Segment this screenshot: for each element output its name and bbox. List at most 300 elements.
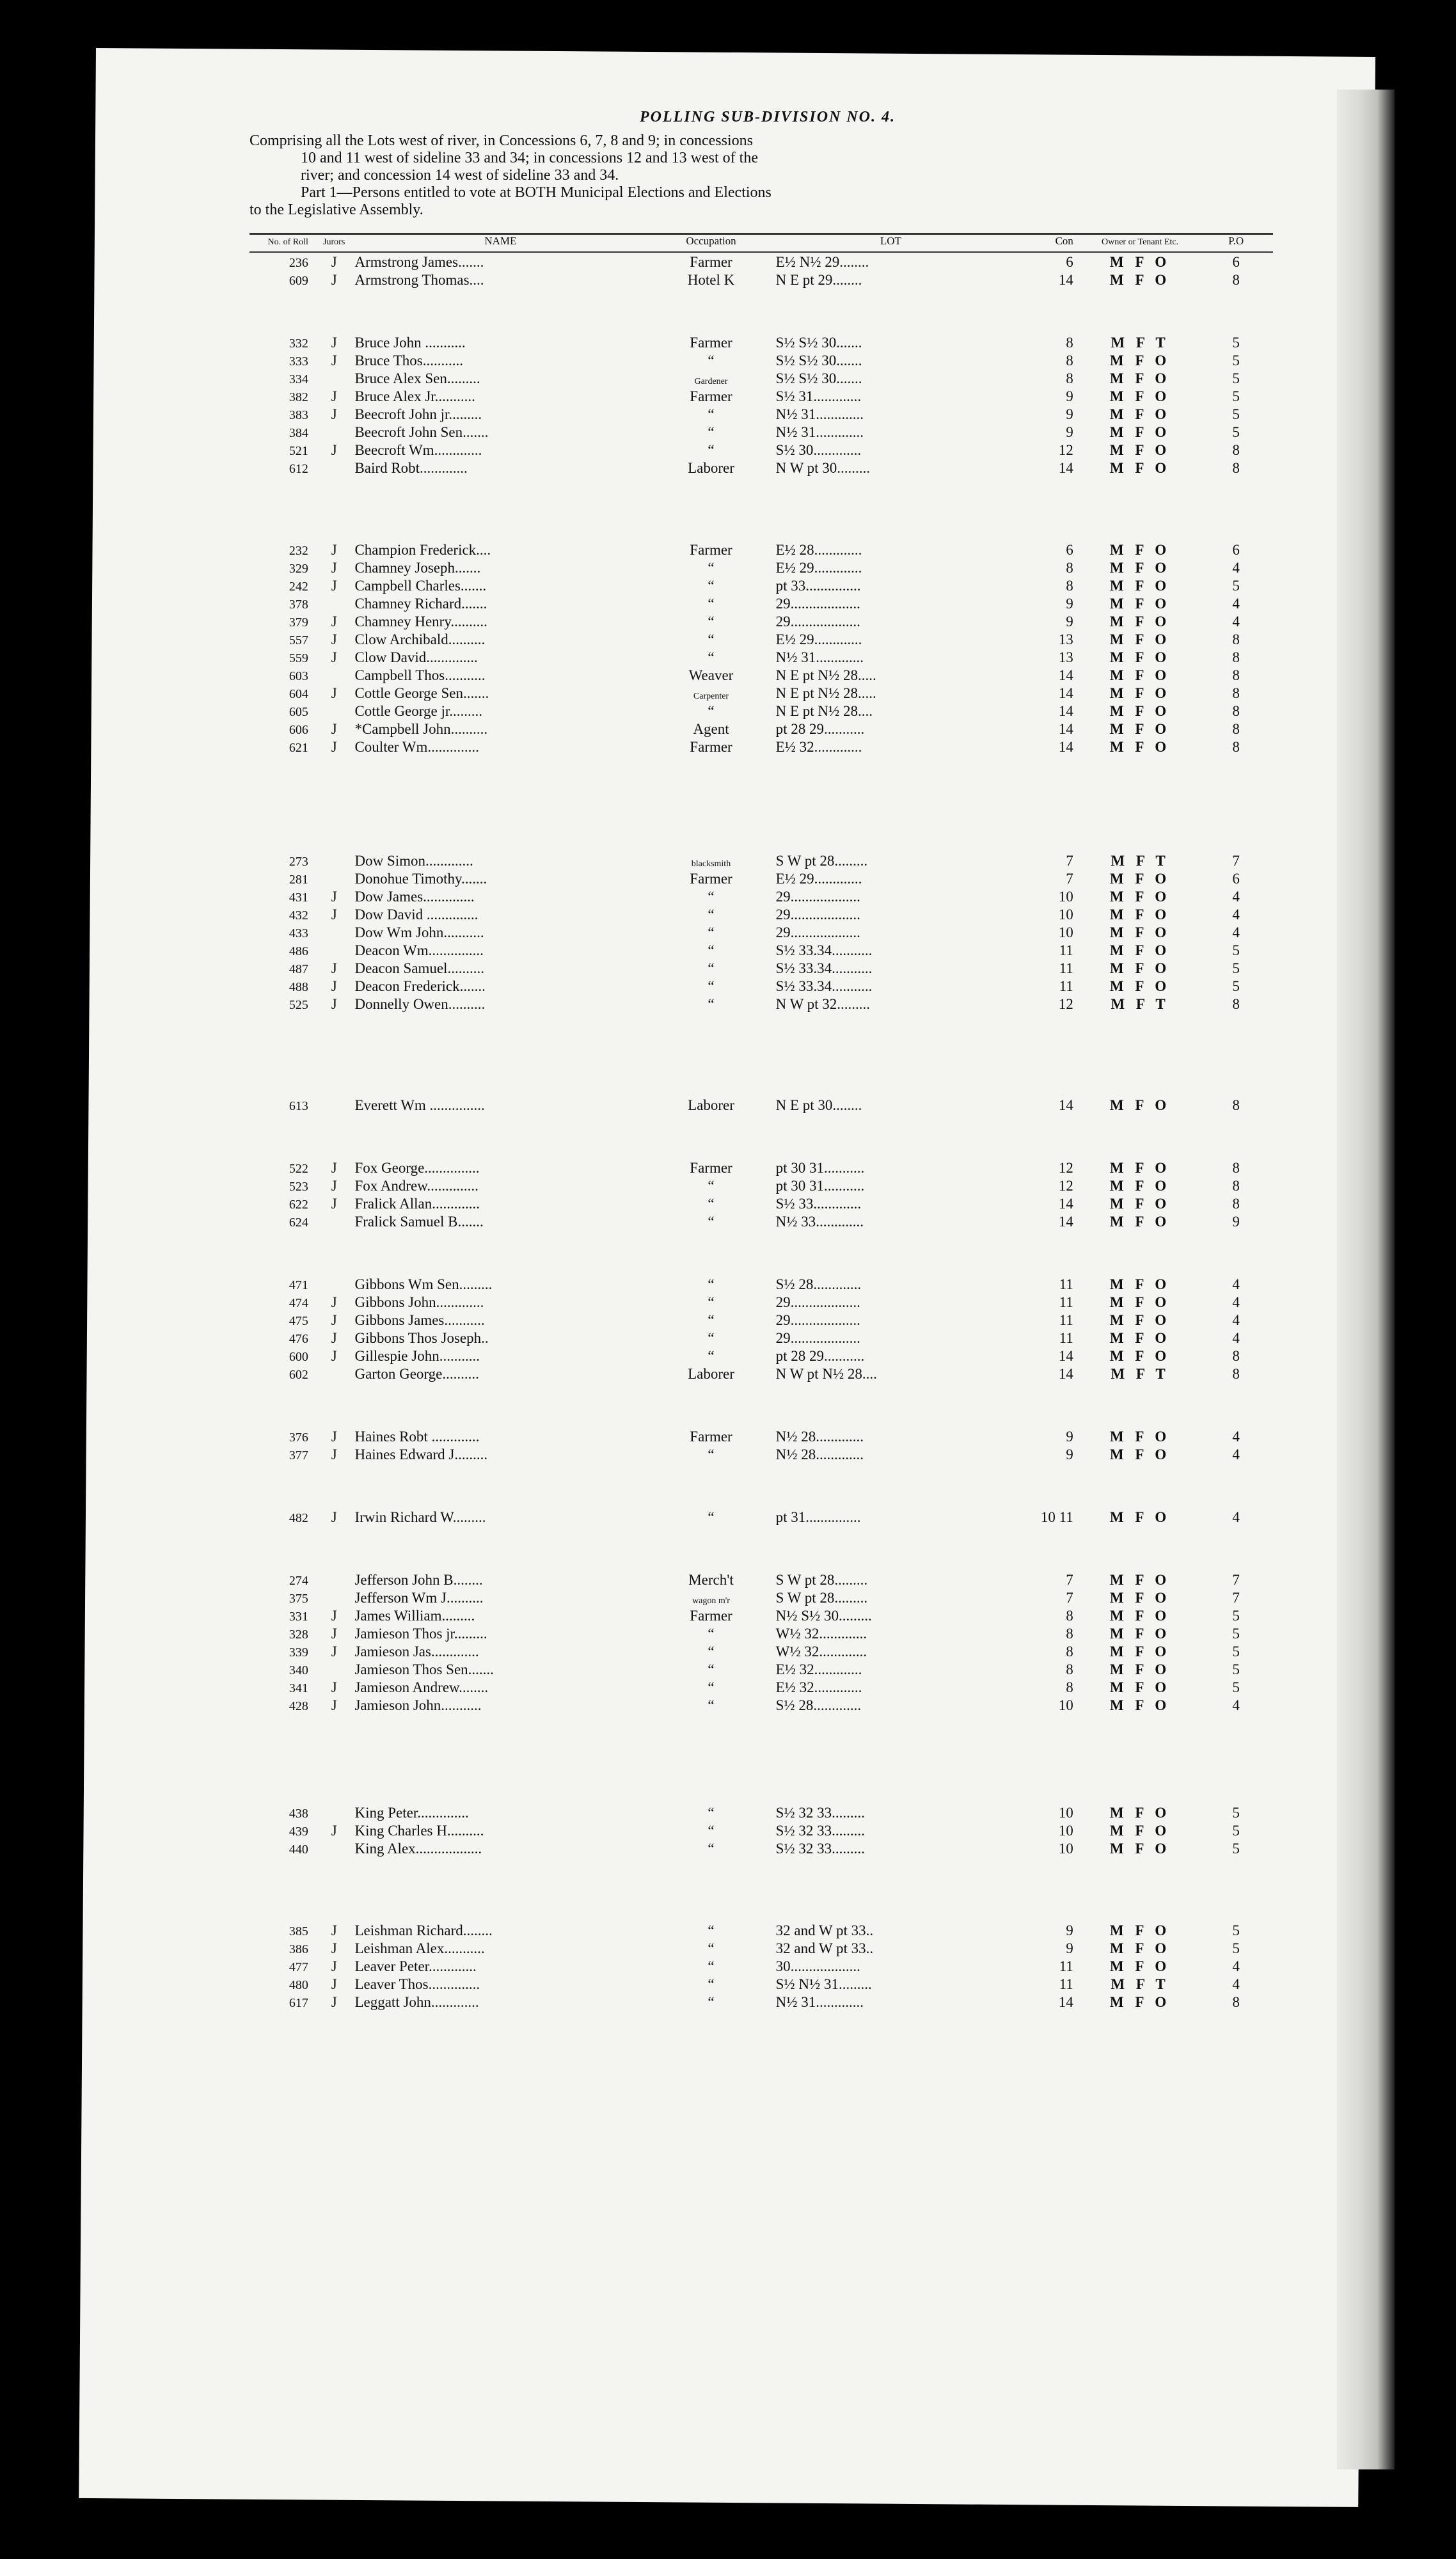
roll-number: 236 bbox=[289, 256, 308, 270]
occupation: “ bbox=[708, 1348, 715, 1364]
concession: 11 bbox=[1059, 978, 1073, 994]
column-lot-header: LOT bbox=[775, 234, 1008, 253]
juror-mark: J bbox=[331, 1178, 337, 1194]
table-row bbox=[249, 333, 1273, 351]
owner-status: M F O bbox=[1109, 739, 1171, 755]
occupation: “ bbox=[708, 1994, 715, 2010]
intro-line: 10 and 11 west of sideline 33 and 34; in concessions 12 and 13 west of the bbox=[301, 150, 758, 166]
owner-status: M F O bbox=[1109, 424, 1171, 440]
juror-mark: J bbox=[331, 649, 337, 665]
occupation: “ bbox=[708, 1276, 715, 1292]
concession: 10 bbox=[1058, 1823, 1073, 1839]
owner-status: M F O bbox=[1109, 960, 1171, 976]
group-spacer bbox=[249, 1230, 1273, 1275]
occupation: “ bbox=[708, 442, 715, 458]
roll-number: 383 bbox=[289, 408, 308, 422]
owner-status: M F T bbox=[1111, 335, 1169, 351]
concession: 9 bbox=[1066, 1940, 1073, 1956]
concession: 6 bbox=[1066, 254, 1073, 270]
concession: 13 bbox=[1058, 649, 1073, 665]
concession: 7 bbox=[1066, 871, 1073, 887]
voter-name: Gibbons Wm Sen......... bbox=[354, 1276, 493, 1292]
concession: 8 bbox=[1066, 1679, 1073, 1695]
occupation: Weaver bbox=[688, 667, 734, 683]
juror-mark: J bbox=[331, 1294, 337, 1310]
owner-status: M F O bbox=[1109, 721, 1171, 737]
owner-status: M F O bbox=[1109, 1994, 1171, 2010]
table-row bbox=[249, 1365, 1273, 1382]
post-office: 8 bbox=[1232, 1196, 1240, 1212]
occupation: “ bbox=[708, 596, 715, 612]
owner-status: M F O bbox=[1109, 1823, 1171, 1839]
table-row bbox=[249, 959, 1273, 977]
table-row bbox=[249, 1696, 1273, 1714]
voter-name: Garton George.......... bbox=[354, 1366, 479, 1382]
occupation: “ bbox=[708, 1976, 715, 1992]
occupation: “ bbox=[708, 907, 715, 923]
voter-name: King Alex.................. bbox=[354, 1841, 482, 1857]
lot: N W pt N½ 28.... bbox=[775, 1366, 877, 1382]
occupation: “ bbox=[708, 1330, 715, 1346]
owner-status: M F O bbox=[1109, 907, 1171, 923]
post-office: 4 bbox=[1232, 560, 1240, 576]
roll-number: 612 bbox=[289, 462, 308, 476]
concession: 12 bbox=[1058, 996, 1073, 1012]
occupation: “ bbox=[708, 889, 715, 905]
juror-mark: J bbox=[331, 907, 337, 923]
occupation: “ bbox=[708, 1644, 715, 1660]
post-office: 8 bbox=[1232, 631, 1240, 647]
lot: pt 30 31........... bbox=[775, 1160, 865, 1176]
voter-name: Jefferson Wm J.......... bbox=[354, 1590, 484, 1606]
group-spacer bbox=[249, 1857, 1273, 1921]
juror-mark: J bbox=[331, 960, 337, 976]
table-row bbox=[249, 1445, 1273, 1463]
juror-mark bbox=[315, 869, 354, 887]
occupation: “ bbox=[708, 1294, 715, 1310]
table-row bbox=[249, 1606, 1273, 1624]
voter-name: Clow David.............. bbox=[354, 649, 478, 665]
juror-mark: J bbox=[331, 631, 337, 647]
table-row bbox=[249, 1293, 1273, 1311]
post-office: 8 bbox=[1232, 460, 1240, 476]
roll-number: 613 bbox=[289, 1099, 308, 1113]
owner-status: M F O bbox=[1109, 1214, 1171, 1230]
roll-number: 340 bbox=[289, 1663, 308, 1677]
owner-status: M F O bbox=[1109, 924, 1171, 940]
table-row bbox=[249, 559, 1273, 576]
table-row bbox=[249, 387, 1273, 405]
voter-name: Armstrong James....... bbox=[354, 254, 484, 270]
voter-name: Jamieson Jas............. bbox=[354, 1644, 479, 1660]
voter-name: Bruce John ........... bbox=[354, 335, 466, 351]
table-row bbox=[249, 1993, 1273, 2011]
juror-mark: J bbox=[331, 1644, 337, 1660]
table-row bbox=[249, 648, 1273, 666]
occupation: “ bbox=[708, 1697, 715, 1713]
lot: W½ 32............. bbox=[775, 1626, 867, 1642]
concession: 9 bbox=[1066, 424, 1073, 440]
owner-status: M F O bbox=[1109, 560, 1171, 576]
table-row bbox=[249, 252, 1273, 271]
juror-mark: J bbox=[331, 1196, 337, 1212]
juror-mark: J bbox=[331, 1160, 337, 1176]
post-office: 5 bbox=[1232, 1661, 1240, 1677]
concession: 7 bbox=[1066, 1590, 1073, 1606]
lot: E½ 32............. bbox=[775, 1679, 862, 1695]
lot: 29................... bbox=[775, 1312, 860, 1328]
roll-number: 386 bbox=[289, 1942, 308, 1956]
roll-number: 329 bbox=[289, 562, 308, 576]
roll-number: 522 bbox=[289, 1162, 308, 1176]
table-row bbox=[249, 541, 1273, 559]
roll-number: 334 bbox=[289, 372, 308, 386]
concession: 14 bbox=[1058, 1366, 1073, 1382]
owner-status: M F O bbox=[1109, 1805, 1171, 1821]
lot: 29................... bbox=[775, 1330, 860, 1346]
group-spacer bbox=[249, 1714, 1273, 1803]
post-office: 4 bbox=[1232, 1276, 1240, 1292]
concession: 14 bbox=[1058, 739, 1073, 755]
page-edge bbox=[1337, 90, 1395, 2469]
voter-name: Beecroft John jr......... bbox=[354, 406, 482, 422]
table-row bbox=[249, 612, 1273, 630]
voter-name: Cottle George jr......... bbox=[354, 703, 482, 719]
lot: N E pt N½ 28.... bbox=[775, 703, 873, 719]
concession: 8 bbox=[1066, 1644, 1073, 1660]
voter-name: Fralick Samuel B....... bbox=[354, 1214, 484, 1230]
concession: 11 bbox=[1059, 960, 1073, 976]
voter-name: Deacon Frederick....... bbox=[354, 978, 486, 994]
column-name-header: NAME bbox=[353, 234, 647, 253]
juror-mark: J bbox=[331, 442, 337, 458]
concession: 9 bbox=[1066, 1446, 1073, 1462]
lot: S½ S½ 30....... bbox=[775, 335, 862, 351]
voter-name: Dow Simon............. bbox=[354, 853, 473, 869]
lot: 29................... bbox=[775, 596, 860, 612]
lot: S½ 30............. bbox=[775, 442, 862, 458]
table-row bbox=[249, 1957, 1273, 1975]
lot: N E pt 29........ bbox=[775, 272, 862, 288]
concession: 8 bbox=[1066, 1626, 1073, 1642]
roll-number: 603 bbox=[289, 669, 308, 683]
post-office: 8 bbox=[1232, 739, 1240, 755]
table-row bbox=[249, 1821, 1273, 1839]
voter-name: Deacon Samuel.......... bbox=[354, 960, 484, 976]
owner-status: M F O bbox=[1109, 272, 1171, 288]
juror-mark bbox=[315, 1660, 354, 1678]
concession: 14 bbox=[1058, 703, 1073, 719]
juror-mark bbox=[315, 702, 354, 720]
roll-number: 486 bbox=[289, 944, 308, 958]
lot: 29................... bbox=[775, 1294, 860, 1310]
concession: 14 bbox=[1058, 1214, 1073, 1230]
lot: E½ N½ 29........ bbox=[775, 254, 869, 270]
voter-name: Fralick Allan............. bbox=[354, 1196, 480, 1212]
owner-status: M F O bbox=[1109, 1697, 1171, 1713]
concession: 12 bbox=[1058, 442, 1073, 458]
post-office: 5 bbox=[1232, 1608, 1240, 1624]
intro-line: to the Legislative Assembly. bbox=[249, 202, 423, 218]
lot: S½ 28............. bbox=[775, 1697, 862, 1713]
owner-status: M F O bbox=[1109, 703, 1171, 719]
concession: 14 bbox=[1058, 1196, 1073, 1212]
table-row bbox=[249, 1159, 1273, 1177]
voter-name: Everett Wm ............... bbox=[354, 1097, 485, 1113]
voter-name: Jamieson Thos jr......... bbox=[354, 1626, 487, 1642]
concession: 11 bbox=[1059, 1958, 1073, 1974]
post-office: 4 bbox=[1232, 1976, 1240, 1992]
voter-name: Jamieson John........... bbox=[354, 1697, 482, 1713]
roll-number: 428 bbox=[289, 1699, 308, 1713]
column-roll-header: No. of Roll bbox=[249, 234, 315, 253]
juror-mark: J bbox=[331, 1608, 337, 1624]
table-row bbox=[249, 1975, 1273, 1993]
table-row bbox=[249, 1642, 1273, 1660]
post-office: 5 bbox=[1232, 388, 1240, 404]
owner-status: M F O bbox=[1109, 596, 1171, 612]
voter-name: Fox George............... bbox=[354, 1160, 480, 1176]
column-occupation-header: Occupation bbox=[647, 234, 774, 253]
table-row bbox=[249, 684, 1273, 702]
lot: E½ 28............. bbox=[775, 542, 862, 558]
owner-status: M F O bbox=[1109, 889, 1171, 905]
occupation: “ bbox=[708, 1312, 715, 1328]
juror-mark bbox=[315, 1275, 354, 1293]
roll-number: 622 bbox=[289, 1198, 308, 1212]
voter-name: Campbell Thos........... bbox=[354, 667, 486, 683]
juror-mark: J bbox=[331, 388, 337, 404]
juror-mark: J bbox=[331, 1697, 337, 1713]
juror-mark: J bbox=[331, 335, 337, 351]
voter-name: Leishman Alex........... bbox=[354, 1940, 485, 1956]
lot: S½ N½ 31......... bbox=[775, 1976, 872, 1992]
lot: N½ 31............. bbox=[775, 1994, 864, 2010]
voters-list bbox=[249, 109, 1286, 2011]
lot: S W pt 28......... bbox=[775, 1572, 868, 1588]
voter-name: Clow Archibald.......... bbox=[354, 631, 486, 647]
juror-mark bbox=[315, 1212, 354, 1230]
roll-number: 559 bbox=[289, 651, 308, 665]
concession: 10 bbox=[1058, 1697, 1073, 1713]
concession: 8 bbox=[1066, 560, 1073, 576]
lot: 32 and W pt 33.. bbox=[775, 1922, 874, 1938]
roll-number: 609 bbox=[289, 274, 308, 288]
post-office: 5 bbox=[1232, 1922, 1240, 1938]
occupation: “ bbox=[708, 703, 715, 719]
voter-name: King Charles H.......... bbox=[354, 1823, 484, 1839]
table-row bbox=[249, 1177, 1273, 1194]
lot: N½ 28............. bbox=[775, 1429, 864, 1445]
concession: 10 bbox=[1058, 907, 1073, 923]
occupation: Agent bbox=[693, 721, 729, 737]
occupation: “ bbox=[708, 406, 715, 422]
concession: 10 bbox=[1058, 1841, 1073, 1857]
occupation: Farmer bbox=[690, 1608, 732, 1624]
owner-status: M F O bbox=[1109, 1679, 1171, 1695]
occupation: “ bbox=[708, 942, 715, 958]
juror-mark bbox=[315, 1803, 354, 1821]
owner-status: M F O bbox=[1109, 1644, 1171, 1660]
voter-name: Donohue Timothy....... bbox=[354, 871, 487, 887]
occupation: Farmer bbox=[690, 388, 732, 404]
table-row bbox=[249, 666, 1273, 684]
post-office: 4 bbox=[1232, 1958, 1240, 1974]
concession: 11 bbox=[1059, 1276, 1073, 1292]
roll-number: 431 bbox=[289, 891, 308, 905]
voter-name: Dow Wm John........... bbox=[354, 924, 484, 940]
voter-name: Jamieson Andrew........ bbox=[354, 1679, 489, 1695]
occupation: blacksmith bbox=[691, 859, 731, 869]
lot: S½ 33............. bbox=[775, 1196, 862, 1212]
roll-number: 475 bbox=[289, 1314, 308, 1328]
juror-mark: J bbox=[331, 685, 337, 701]
post-office: 5 bbox=[1232, 578, 1240, 594]
juror-mark bbox=[315, 1571, 354, 1588]
post-office: 8 bbox=[1232, 1366, 1240, 1382]
table-row bbox=[249, 1921, 1273, 1939]
owner-status: M F O bbox=[1109, 1276, 1171, 1292]
concession: 8 bbox=[1066, 578, 1073, 594]
concession: 8 bbox=[1066, 1608, 1073, 1624]
occupation: Laborer bbox=[688, 460, 734, 476]
concession: 14 bbox=[1058, 1348, 1073, 1364]
post-office: 5 bbox=[1232, 1823, 1240, 1839]
post-office: 8 bbox=[1232, 703, 1240, 719]
owner-status: M F O bbox=[1109, 1590, 1171, 1606]
lot: 29................... bbox=[775, 924, 860, 940]
lot: N½ S½ 30......... bbox=[775, 1608, 872, 1624]
concession: 9 bbox=[1066, 596, 1073, 612]
roll-number: 602 bbox=[289, 1368, 308, 1382]
table-row bbox=[249, 1803, 1273, 1821]
concession: 9 bbox=[1066, 1922, 1073, 1938]
juror-mark: J bbox=[331, 1312, 337, 1328]
voter-name: Chamney Richard....... bbox=[354, 596, 487, 612]
table-row bbox=[249, 405, 1273, 423]
juror-mark: J bbox=[331, 578, 337, 594]
table-row bbox=[249, 1347, 1273, 1365]
table-row bbox=[249, 594, 1273, 612]
post-office: 5 bbox=[1232, 406, 1240, 422]
table-row bbox=[249, 351, 1273, 369]
voter-name: Champion Frederick.... bbox=[354, 542, 491, 558]
post-office: 8 bbox=[1232, 721, 1240, 737]
lot: 29................... bbox=[775, 907, 860, 923]
table-row bbox=[249, 1508, 1273, 1526]
post-office: 4 bbox=[1232, 889, 1240, 905]
roll-number: 604 bbox=[289, 687, 308, 701]
voter-name: Coulter Wm.............. bbox=[354, 739, 479, 755]
table-row bbox=[249, 271, 1273, 289]
owner-status: M F O bbox=[1109, 1922, 1171, 1938]
occupation: “ bbox=[708, 1196, 715, 1212]
roll-number: 382 bbox=[289, 390, 308, 404]
post-office: 4 bbox=[1232, 1446, 1240, 1462]
owner-status: M F O bbox=[1109, 388, 1171, 404]
voter-name: Baird Robt............. bbox=[354, 460, 468, 476]
owner-status: M F O bbox=[1109, 631, 1171, 647]
owner-status: M F O bbox=[1109, 1446, 1171, 1462]
occupation: Laborer bbox=[688, 1366, 734, 1382]
post-office: 5 bbox=[1232, 424, 1240, 440]
post-office: 5 bbox=[1232, 1805, 1240, 1821]
table-row bbox=[249, 977, 1273, 995]
voter-name: Jamieson Thos Sen....... bbox=[354, 1661, 494, 1677]
table-header-row bbox=[249, 234, 1273, 253]
occupation: “ bbox=[708, 1940, 715, 1956]
lot: pt 30 31........... bbox=[775, 1178, 865, 1194]
juror-mark: J bbox=[331, 542, 337, 558]
group-spacer bbox=[249, 289, 1273, 333]
intro-line: river; and concession 14 west of sideline 33 and 34. bbox=[301, 167, 619, 184]
voter-name: Beecroft Wm............. bbox=[354, 442, 482, 458]
table-row bbox=[249, 923, 1273, 941]
table-row bbox=[249, 1311, 1273, 1329]
lot: S½ 32 33......... bbox=[775, 1841, 865, 1857]
juror-mark: J bbox=[331, 1994, 337, 2010]
lot: 30................... bbox=[775, 1958, 860, 1974]
roll-number: 440 bbox=[289, 1842, 308, 1857]
occupation: Hotel K bbox=[687, 272, 735, 288]
roll-number: 600 bbox=[289, 1350, 308, 1364]
voter-name: Irwin Richard W......... bbox=[354, 1509, 486, 1525]
table-row bbox=[249, 1839, 1273, 1857]
occupation: “ bbox=[708, 1661, 715, 1677]
post-office: 8 bbox=[1232, 272, 1240, 288]
owner-status: M F O bbox=[1109, 1429, 1171, 1445]
voter-name: Fox Andrew.............. bbox=[354, 1178, 479, 1194]
post-office: 7 bbox=[1232, 853, 1240, 869]
post-office: 8 bbox=[1232, 1097, 1240, 1113]
table-row bbox=[249, 1571, 1273, 1588]
juror-mark: J bbox=[331, 978, 337, 994]
occupation: Farmer bbox=[690, 739, 732, 755]
owner-status: M F O bbox=[1109, 1958, 1171, 1974]
owner-status: M F O bbox=[1109, 442, 1171, 458]
lot: S½ 33.34........... bbox=[775, 960, 873, 976]
lot: S½ 28............. bbox=[775, 1276, 862, 1292]
roll-number: 438 bbox=[289, 1807, 308, 1821]
table-row bbox=[249, 738, 1273, 756]
roll-number: 333 bbox=[289, 354, 308, 368]
voter-name: Leggatt John............. bbox=[354, 1994, 479, 2010]
table-row bbox=[249, 1427, 1273, 1445]
voter-name: Bruce Alex Jr........... bbox=[354, 388, 475, 404]
post-office: 8 bbox=[1232, 649, 1240, 665]
occupation: “ bbox=[708, 1178, 715, 1194]
concession: 8 bbox=[1066, 353, 1073, 368]
post-office: 4 bbox=[1232, 924, 1240, 940]
occupation: “ bbox=[708, 560, 715, 576]
column-juror-header: Jurors bbox=[315, 234, 354, 253]
roll-number: 328 bbox=[289, 1628, 308, 1642]
lot: S W pt 28......... bbox=[775, 1590, 868, 1606]
post-office: 5 bbox=[1232, 1626, 1240, 1642]
owner-status: M F O bbox=[1109, 685, 1171, 701]
occupation: “ bbox=[708, 614, 715, 630]
owner-status: M F O bbox=[1109, 542, 1171, 558]
roll-number: 274 bbox=[289, 1574, 308, 1588]
post-office: 6 bbox=[1232, 254, 1240, 270]
post-office: 5 bbox=[1232, 1679, 1240, 1695]
voter-name: Chamney Henry.......... bbox=[354, 614, 487, 630]
lot: S½ 33.34........... bbox=[775, 978, 873, 994]
juror-mark: J bbox=[331, 1823, 337, 1839]
concession: 7 bbox=[1066, 853, 1073, 869]
voter-name: Gibbons John............. bbox=[354, 1294, 484, 1310]
juror-mark: J bbox=[331, 739, 337, 755]
